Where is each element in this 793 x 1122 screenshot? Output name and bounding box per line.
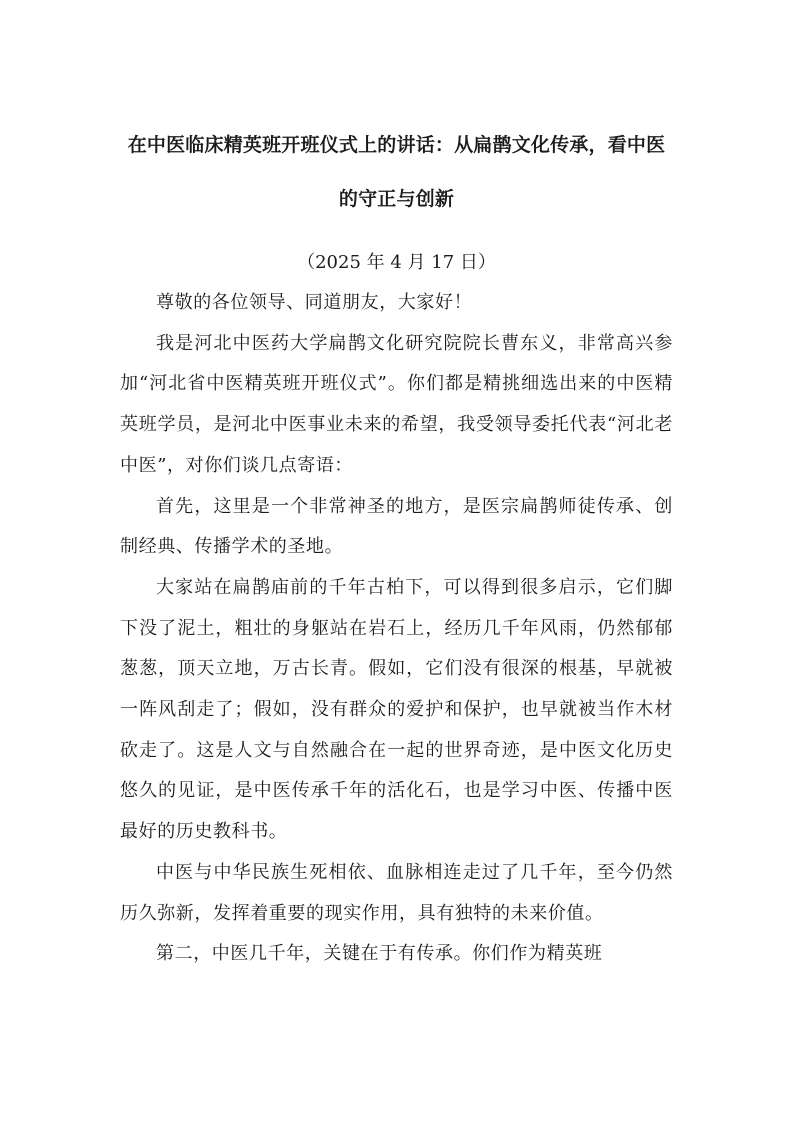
paragraph-first-point: 首先，这里是一个非常神圣的地方，是医宗扁鹊师徒传承、创制经典、传播学术的圣地。 — [120, 495, 673, 558]
paragraph-second-point: 第二，中医几千年，关键在于有传承。你们作为精英班 — [156, 943, 603, 965]
paragraph-ancient-cypress: 大家站在扁鹊庙前的千年古柏下，可以得到很多启示，它们脚下没了泥土，粗壮的身躯站在岩石上，经历几千年风雨，仍然郁郁葱葱，顶天立地，万古长青。假如，它们没有很深的根基，早就被一阵风刮走了；假如，没有群众的爱护和保护，也早就被当作木材砍走了。这是人文与自然融合在一起的世界奇迹，是中医文化历史悠久的见证，是中医传承千年的活化石，也是学习中医、传播中医最好的历史教科书。 — [120, 576, 673, 843]
paragraph-intro: 我是河北中医药大学扁鹊文化研究院院长曹东义，非常高兴参加“河北省中医精英班开班仪式”。你们都是精挑细选出来的中医精英班学员，是河北中医事业未来的希望，我受领导委托代表“河北老中医”，对你们谈几点寄语： — [120, 332, 673, 476]
paragraph-tcm-history: 中医与中华民族生死相依、血脉相连走过了几千年，至今仍然历久弥新，发挥着重要的现实作用，具有独特的未来价值。 — [120, 861, 673, 924]
paragraph-greeting: 尊敬的各位领导、同道朋友，大家好！ — [156, 292, 473, 313]
document-date: （2025 年 4 月 17 日） — [297, 252, 496, 273]
document-title: 在中医临床精英班开班仪式上的讲话：从扁鹊文化传承，看中医的守正与创新 — [127, 134, 666, 210]
document-body — [120, 283, 673, 975]
